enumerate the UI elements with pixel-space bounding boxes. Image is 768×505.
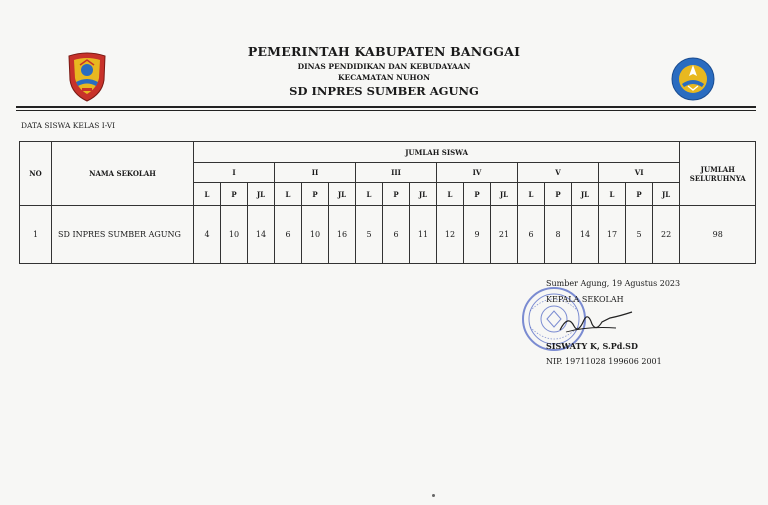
header-class-1: I [194,163,275,183]
cell-class3-p: 6 [383,206,410,264]
header-sub-jl: JL [572,183,599,206]
header-sub-l: L [437,183,464,206]
letterhead-district: KECAMATAN NUHON [337,73,431,82]
cell-class6-jl: 22 [653,206,680,264]
header-sub-p: P [383,183,410,206]
header-sub-p: P [302,183,329,206]
header-class-2: II [275,163,356,183]
cell-class1-p: 10 [221,206,248,264]
header-sub-l: L [599,183,626,206]
cell-class6-p: 5 [626,206,653,264]
signature-position: KEPALA SEKOLAH [546,295,624,304]
letterhead-school: SD INPRES SUMBER AGUNG [289,84,479,98]
cell-grand-total: 98 [680,206,756,264]
letterhead-government: PEMERINTAH KABUPATEN BANGGAI [247,44,521,59]
table-row [20,206,756,264]
cell-class5-l: 6 [518,206,545,264]
header-grand-total-line1: JUMLAH [700,164,735,174]
header-class-3: III [356,163,437,183]
header-sub-jl: JL [491,183,518,206]
signature-nip: NIP. 19711028 199606 2001 [546,357,662,366]
cell-class5-p: 8 [545,206,572,264]
letterhead-rule-thin [16,110,756,111]
cell-class2-jl: 16 [329,206,356,264]
header-grand-total [680,142,756,206]
cell-class1-jl: 14 [248,206,275,264]
cell-class3-jl: 11 [410,206,437,264]
signature-block [546,276,680,370]
header-grand-total-line2: SELURUHNYA [689,173,746,183]
document-subtitle: DATA SISWA KELAS I-VI [21,121,116,130]
header-student-count: JUMLAH SISWA [194,142,680,163]
header-class-5: V [518,163,599,183]
header-sub-p: P [464,183,491,206]
student-data-table [19,141,756,264]
letterhead-department: DINAS PENDIDIKAN DAN KEBUDAYAAN [297,62,471,71]
cell-class2-p: 10 [302,206,329,264]
cell-class2-l: 6 [275,206,302,264]
cell-class6-l: 17 [599,206,626,264]
cell-class4-l: 12 [437,206,464,264]
header-sub-l: L [275,183,302,206]
header-sub-jl: JL [329,183,356,206]
cell-class1-l: 4 [194,206,221,264]
page-mark [432,494,435,497]
header-school-name: NAMA SEKOLAH [52,142,194,206]
signature-name: SISWATY K, S.Pd.SD [546,341,638,351]
header-sub-jl: JL [248,183,275,206]
cell-class3-l: 5 [356,206,383,264]
letterhead [0,44,768,99]
header-sub-l: L [518,183,545,206]
cell-class5-jl: 14 [572,206,599,264]
header-sub-p: P [221,183,248,206]
header-sub-p: P [626,183,653,206]
letterhead-rule-thick [16,106,756,108]
signature-place-date: Sumber Agung, 19 Agustus 2023 [546,279,681,288]
header-class-6: VI [599,163,680,183]
header-class-4: IV [437,163,518,183]
header-sub-p: P [545,183,572,206]
header-no: NO [20,142,52,206]
cell-no: 1 [20,206,52,264]
cell-class4-jl: 21 [491,206,518,264]
header-sub-jl: JL [653,183,680,206]
header-sub-l: L [356,183,383,206]
header-sub-jl: JL [410,183,437,206]
header-sub-l: L [194,183,221,206]
cell-school-name: SD INPRES SUMBER AGUNG [52,206,194,264]
cell-class4-p: 9 [464,206,491,264]
